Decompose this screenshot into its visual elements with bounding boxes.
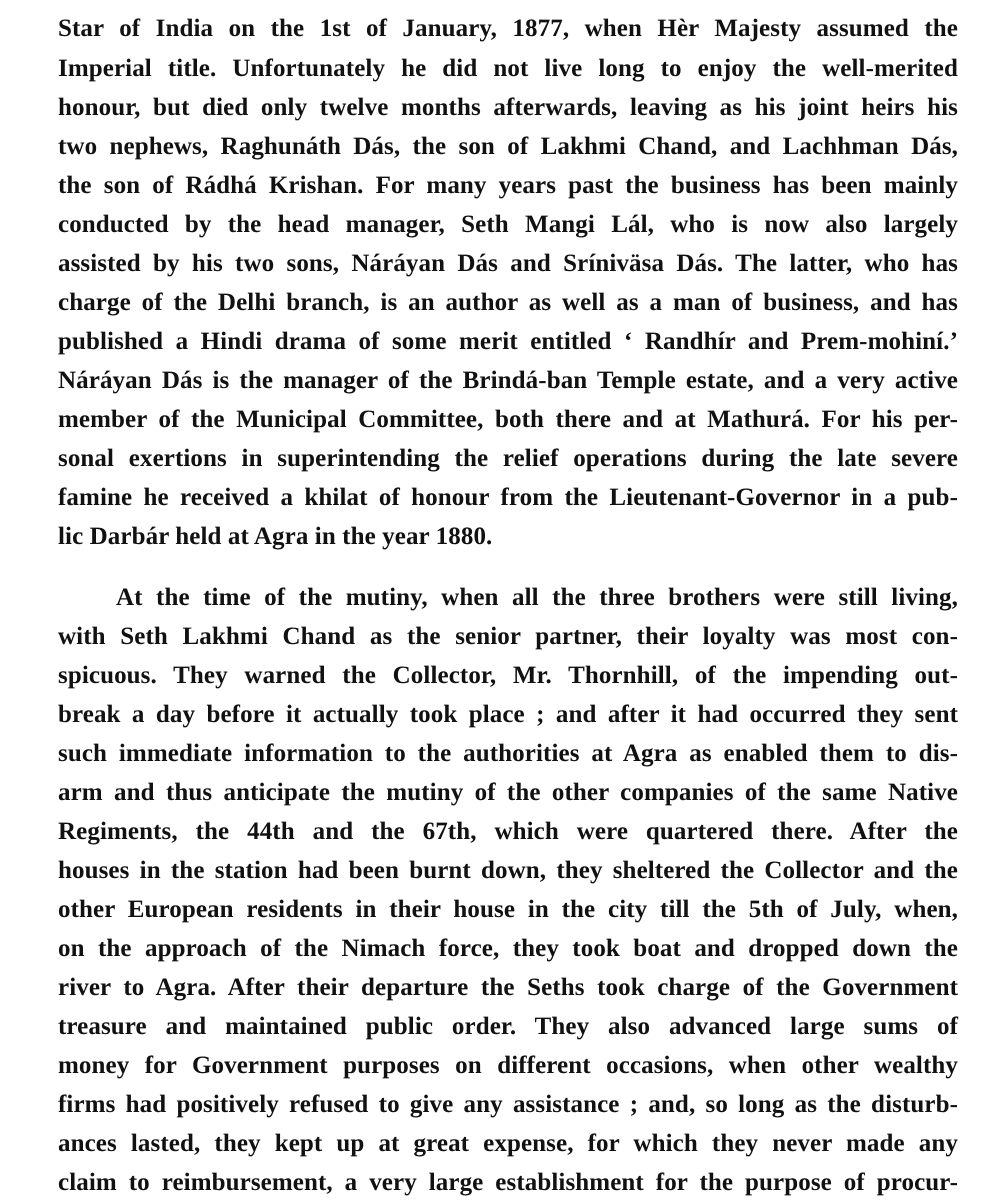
text-line: Regiments, the 44th and the 67th, which were quartered there. After the	[58, 818, 958, 845]
text-line: river to Agra. After their departure the Seths took charge of the Government	[58, 974, 958, 1001]
text-line: charge of the Delhi branch, is an author as well as a man of business, and has	[58, 289, 958, 316]
text-line: Náráyan Dás is the manager of the Brindá-ban Temple estate, and a very active	[58, 367, 958, 394]
text-line: Star of India on the 1st of January, 1877, when Hèr Majesty assumed the	[58, 15, 958, 42]
text-line: lic Darbár held at Agra in the year 1880.	[58, 523, 493, 550]
text-line: sonal exertions in superintending the relief operations during the late severe	[58, 445, 958, 472]
text-line: famine he received a khilat of honour from the Lieutenant-Governor in a pub-	[58, 484, 958, 511]
text-line: ances lasted, they kept up at great expense, for which they never made any	[58, 1130, 958, 1157]
text-line: money for Government purposes on different occasions, when other wealthy	[58, 1052, 958, 1079]
text-line: claim to reimbursement, a very large establishment for the purpose of procur-	[58, 1169, 958, 1196]
text-line: firms had positively refused to give any assistance ; and, so long as the disturb-	[58, 1091, 958, 1118]
text-line: houses in the station had been burnt down, they sheltered the Collector and the	[58, 857, 958, 884]
text-line: treasure and maintained public order. They also advanced large sums of	[58, 1013, 958, 1040]
text-line: with Seth Lakhmi Chand as the senior partner, their loyalty was most con-	[58, 623, 958, 650]
text-line: member of the Municipal Committee, both there and at Mathurá. For his per-	[58, 406, 958, 433]
text-line: conducted by the head manager, Seth Mangi Lál, who is now also largely	[58, 211, 958, 238]
text-line: on the approach of the Nimach force, they took boat and dropped down the	[58, 935, 958, 962]
text-line: spicuous. They warned the Collector, Mr. Thornhill, of the impending out-	[58, 662, 958, 689]
text-line: the son of Rádhá Krishan. For many years past the business has been mainly	[58, 172, 958, 199]
text-line: At the time of the mutiny, when all the three brothers were still living,	[116, 584, 958, 611]
text-line: assisted by his two sons, Náráyan Dás and Sríniväsa Dás. The latter, who has	[58, 250, 958, 277]
text-line: arm and thus anticipate the mutiny of the other companies of the same Native	[58, 779, 958, 806]
text-line: other European residents in their house in the city till the 5th of July, when,	[58, 896, 958, 923]
text-line: Imperial title. Unfortunately he did not live long to enjoy the well-merited	[58, 55, 958, 82]
text-line: two nephews, Raghunáth Dás, the son of Lakhmi Chand, and Lachhman Dás,	[58, 133, 958, 160]
text-line: published a Hindi drama of some merit entitled ‘ Randhír and Prem-mohiní.’	[58, 328, 958, 355]
text-line: break a day before it actually took place ; and after it had occurred they sent	[58, 701, 958, 728]
text-line: honour, but died only twelve months afterwards, leaving as his joint heirs his	[58, 94, 958, 121]
text-line: such immediate information to the authorities at Agra as enabled them to dis-	[58, 740, 958, 767]
